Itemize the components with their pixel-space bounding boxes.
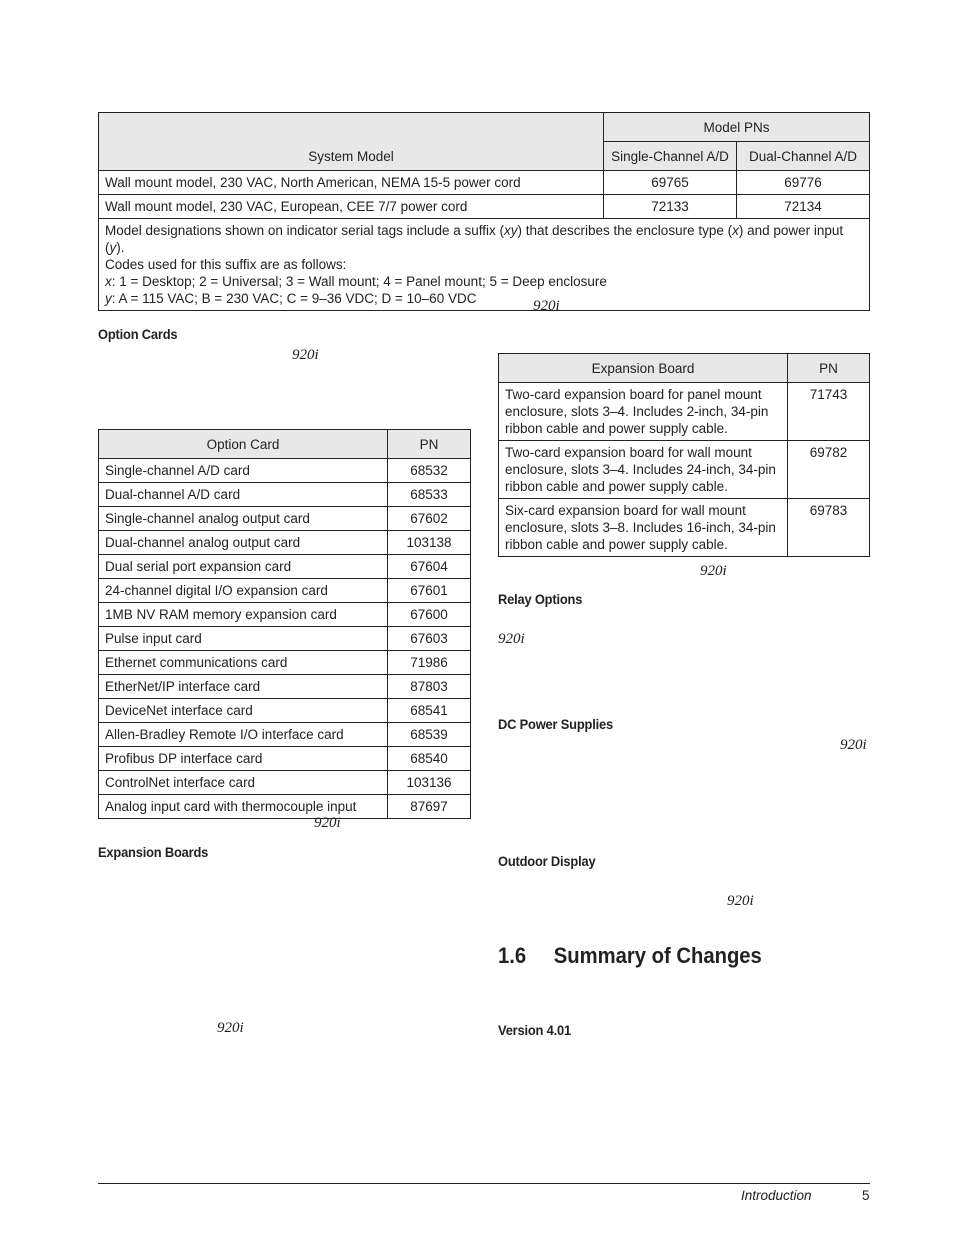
footer-section: Introduction — [741, 1188, 812, 1203]
table-row — [99, 795, 471, 819]
desc-line: enclosure, slots 3–4. Includes 24-inch, 34-pin — [505, 462, 776, 477]
table-row — [99, 651, 471, 675]
option-card-pn: 68533 — [388, 483, 471, 507]
option-card-name: Single-channel A/D card — [99, 459, 388, 483]
header-option-card: Option Card — [99, 430, 388, 459]
option-card-pn: 67604 — [388, 555, 471, 579]
header-system-model: System Model — [99, 113, 604, 171]
note-var: x — [105, 274, 112, 289]
table-row — [99, 195, 870, 219]
table-row — [99, 699, 471, 723]
option-card-pn: 67602 — [388, 507, 471, 531]
table-row — [99, 723, 471, 747]
option-card-name: 1MB NV RAM memory expansion card — [99, 603, 388, 627]
option-cards-product: 920i — [292, 347, 319, 363]
outdoor-display-product: 920i — [727, 893, 754, 909]
model-note — [99, 219, 870, 311]
expansion-board-pn: 69782 — [788, 441, 870, 499]
option-card-pn: 68532 — [388, 459, 471, 483]
option-card-pn: 71986 — [388, 651, 471, 675]
option-card-name: EtherNet/IP interface card — [99, 675, 388, 699]
expansion-board-table — [498, 353, 870, 557]
option-card-pn: 68541 — [388, 699, 471, 723]
option-card-pn: 103138 — [388, 531, 471, 555]
table-row — [99, 531, 471, 555]
note-var: xy — [503, 223, 518, 238]
table-row — [99, 675, 471, 699]
option-card-pn: 68539 — [388, 723, 471, 747]
outdoor-display-heading: Outdoor Display — [498, 853, 596, 869]
expansion-board-pn: 71743 — [788, 383, 870, 441]
table-row — [499, 441, 870, 499]
section-number: 1.6 — [498, 943, 527, 968]
note-var: x — [732, 223, 739, 238]
table-row — [99, 507, 471, 531]
section-heading — [498, 943, 762, 969]
table-row — [99, 627, 471, 651]
expansion-boards-caption: 920i — [700, 563, 727, 579]
expansion-board-desc — [499, 383, 788, 441]
note-var: y — [109, 240, 117, 255]
table-row — [99, 603, 471, 627]
option-card-name: Single-channel analog output card — [99, 507, 388, 531]
header-pn: PN — [388, 430, 471, 459]
relay-options-heading: Relay Options — [498, 591, 583, 607]
option-card-name: Analog input card with thermocouple input — [99, 795, 388, 819]
option-card-name: Profibus DP interface card — [99, 747, 388, 771]
table-row — [99, 171, 870, 195]
desc-line: Six-card expansion board for wall mount — [505, 503, 746, 518]
table-row — [499, 383, 870, 441]
single-pn-cell: 72133 — [604, 195, 737, 219]
desc-line: ribbon cable and power supply cable. — [505, 421, 728, 436]
model-table-caption: 920i — [533, 298, 560, 314]
table-row — [99, 579, 471, 603]
option-card-name: Ethernet communications card — [99, 651, 388, 675]
header-expansion-board: Expansion Board — [499, 354, 788, 383]
expansion-boards-product: 920i — [217, 1020, 244, 1036]
option-card-pn: 67603 — [388, 627, 471, 651]
option-card-pn: 67600 — [388, 603, 471, 627]
option-card-name: Dual-channel analog output card — [99, 531, 388, 555]
note-text: ). — [116, 240, 125, 255]
option-card-pn: 103136 — [388, 771, 471, 795]
table-row — [499, 499, 870, 557]
option-card-name: DeviceNet interface card — [99, 699, 388, 723]
relay-options-product: 920i — [498, 631, 525, 647]
page-number: 5 — [862, 1188, 870, 1203]
option-card-name: ControlNet interface card — [99, 771, 388, 795]
section-title: Summary of Changes — [553, 943, 762, 968]
note-var: y — [105, 291, 112, 306]
desc-line: Two-card expansion board for panel mount — [505, 387, 762, 402]
option-card-pn: 67601 — [388, 579, 471, 603]
model-pn-table — [98, 112, 870, 311]
table-row — [99, 483, 471, 507]
desc-line: enclosure, slots 3–8. Includes 16-inch, 34-pin — [505, 520, 776, 535]
option-card-table — [98, 429, 471, 819]
note-text: : A = 115 VAC; B = 230 VAC; C = 9–36 VDC; D = 10–60 VDC — [111, 291, 477, 306]
dual-pn-cell: 72134 — [737, 195, 870, 219]
model-cell: Wall mount model, 230 VAC, North American, NEMA 15-5 power cord — [99, 171, 604, 195]
dc-power-product: 920i — [840, 737, 867, 753]
desc-line: Two-card expansion board for wall mount — [505, 445, 752, 460]
option-card-name: Dual-channel A/D card — [99, 483, 388, 507]
note-text: Codes used for this suffix are as follows: — [105, 257, 347, 272]
note-text: : 1 = Desktop; 2 = Universal; 3 = Wall mount; 4 = Panel mount; 5 = Deep enclosure — [111, 274, 607, 289]
table-row — [99, 747, 471, 771]
note-text: ) that describes the enclosure type ( — [517, 223, 733, 238]
option-card-name: Dual serial port expansion card — [99, 555, 388, 579]
desc-line: ribbon cable and power supply cable. — [505, 479, 728, 494]
option-card-name: 24-channel digital I/O expansion card — [99, 579, 388, 603]
desc-line: ribbon cable and power supply cable. — [505, 537, 728, 552]
header-pn: PN — [788, 354, 870, 383]
option-card-pn: 87803 — [388, 675, 471, 699]
table-row — [99, 555, 471, 579]
expansion-board-desc — [499, 499, 788, 557]
desc-line: enclosure, slots 3–4. Includes 2-inch, 34-pin — [505, 404, 769, 419]
table-row — [99, 771, 471, 795]
expansion-boards-heading: Expansion Boards — [98, 844, 209, 860]
option-card-pn: 87697 — [388, 795, 471, 819]
option-card-name: Allen-Bradley Remote I/O interface card — [99, 723, 388, 747]
header-dual-channel: Dual-Channel A/D — [737, 142, 870, 171]
expansion-board-pn: 69783 — [788, 499, 870, 557]
dual-pn-cell: 69776 — [737, 171, 870, 195]
option-cards-caption: 920i — [314, 815, 341, 831]
table-row — [99, 459, 471, 483]
option-cards-heading: Option Cards — [98, 326, 178, 342]
version-heading: Version 4.01 — [498, 1022, 571, 1038]
header-single-channel: Single-Channel A/D — [604, 142, 737, 171]
header-model-pns: Model PNs — [604, 113, 870, 142]
model-cell: Wall mount model, 230 VAC, European, CEE 7/7 power cord — [99, 195, 604, 219]
note-text: ) and power input ( — [105, 223, 844, 255]
option-card-pn: 68540 — [388, 747, 471, 771]
note-text: Model designations shown on indicator serial tags include a suffix ( — [105, 223, 504, 238]
footer-rule — [98, 1183, 870, 1184]
single-pn-cell: 69765 — [604, 171, 737, 195]
option-card-name: Pulse input card — [99, 627, 388, 651]
expansion-board-desc — [499, 441, 788, 499]
dc-power-heading: DC Power Supplies — [498, 716, 613, 732]
